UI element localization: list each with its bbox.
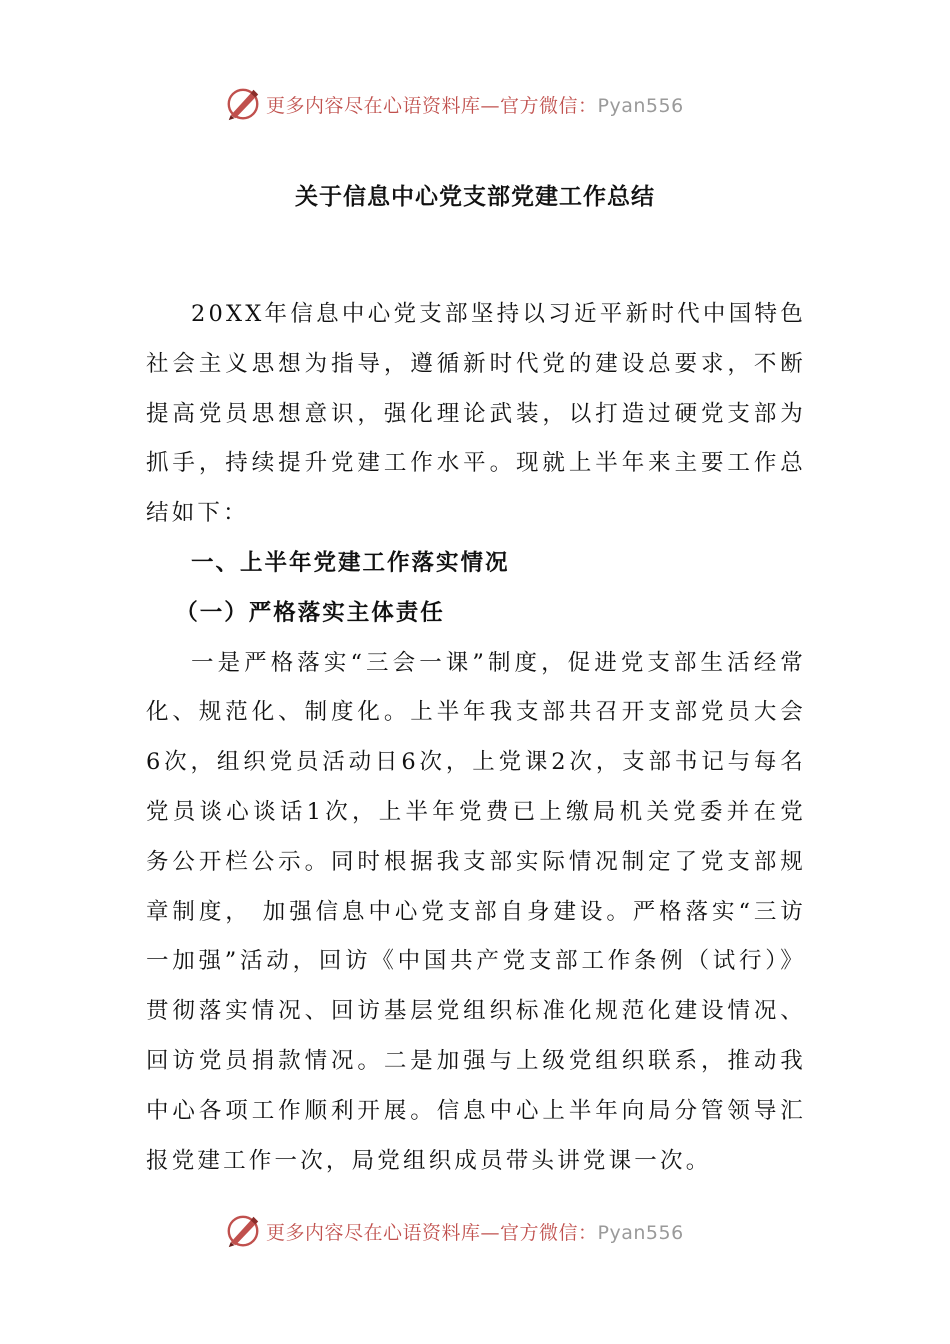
body-paragraph: 一是严格落实“三会一课”制度，促进党支部生活经常化、规范化、制度化。上半年我支部共召开支部党员大会6次，组织党员活动日6次，上党课2次，支部书记与每名党员谈心谈话1次，上半年党费已上缴局机关党委并在党务公开栏公示。同时根据我支部实际情况制定了党支部规章制度， 加强信息中心党支部自身建设。严格落实“三访一加强”活动，回访《中国共产党支部工作条例（试行）》贯彻落实情况、回访基层党组织标准化规范化建设情况、回访党员捐款情况。二是加强与上级党组织联系，推动我中心各项工作顺利开展。信息中心上半年向局分管领导汇报党建工作一次，局党组织成员带头讲党课一次。 xyxy=(146,649,806,1174)
watermark-footer xyxy=(224,1211,744,1251)
pen-circle-logo-icon xyxy=(224,1212,262,1250)
document-body xyxy=(146,290,806,1186)
subsection-heading: （一）严格落实主体责任 xyxy=(175,599,445,626)
watermark-text: 更多内容尽在心语资料库—官方微信：Pyan556 xyxy=(266,94,684,117)
section-heading: 一、上半年党建工作落实情况 xyxy=(191,549,510,576)
document-title: 关于信息中心党支部党建工作总结 xyxy=(295,184,655,210)
pen-circle-logo-icon xyxy=(224,85,262,123)
watermark-wechat-id: Pyan556 xyxy=(597,94,684,117)
intro-paragraph: 20XX年信息中心党支部坚持以习近平新时代中国特色社会主义思想为指导，遵循新时代党的建设总要求，不断提高党员思想意识，强化理论武装，以打造过硬党支部为抓手，持续提升党建工作水平。现就上半年来主要工作总结如下： xyxy=(146,301,806,527)
watermark-wechat-id: Pyan556 xyxy=(597,1221,684,1244)
watermark-text: 更多内容尽在心语资料库—官方微信：Pyan556 xyxy=(266,1221,684,1244)
watermark-header xyxy=(224,84,744,124)
